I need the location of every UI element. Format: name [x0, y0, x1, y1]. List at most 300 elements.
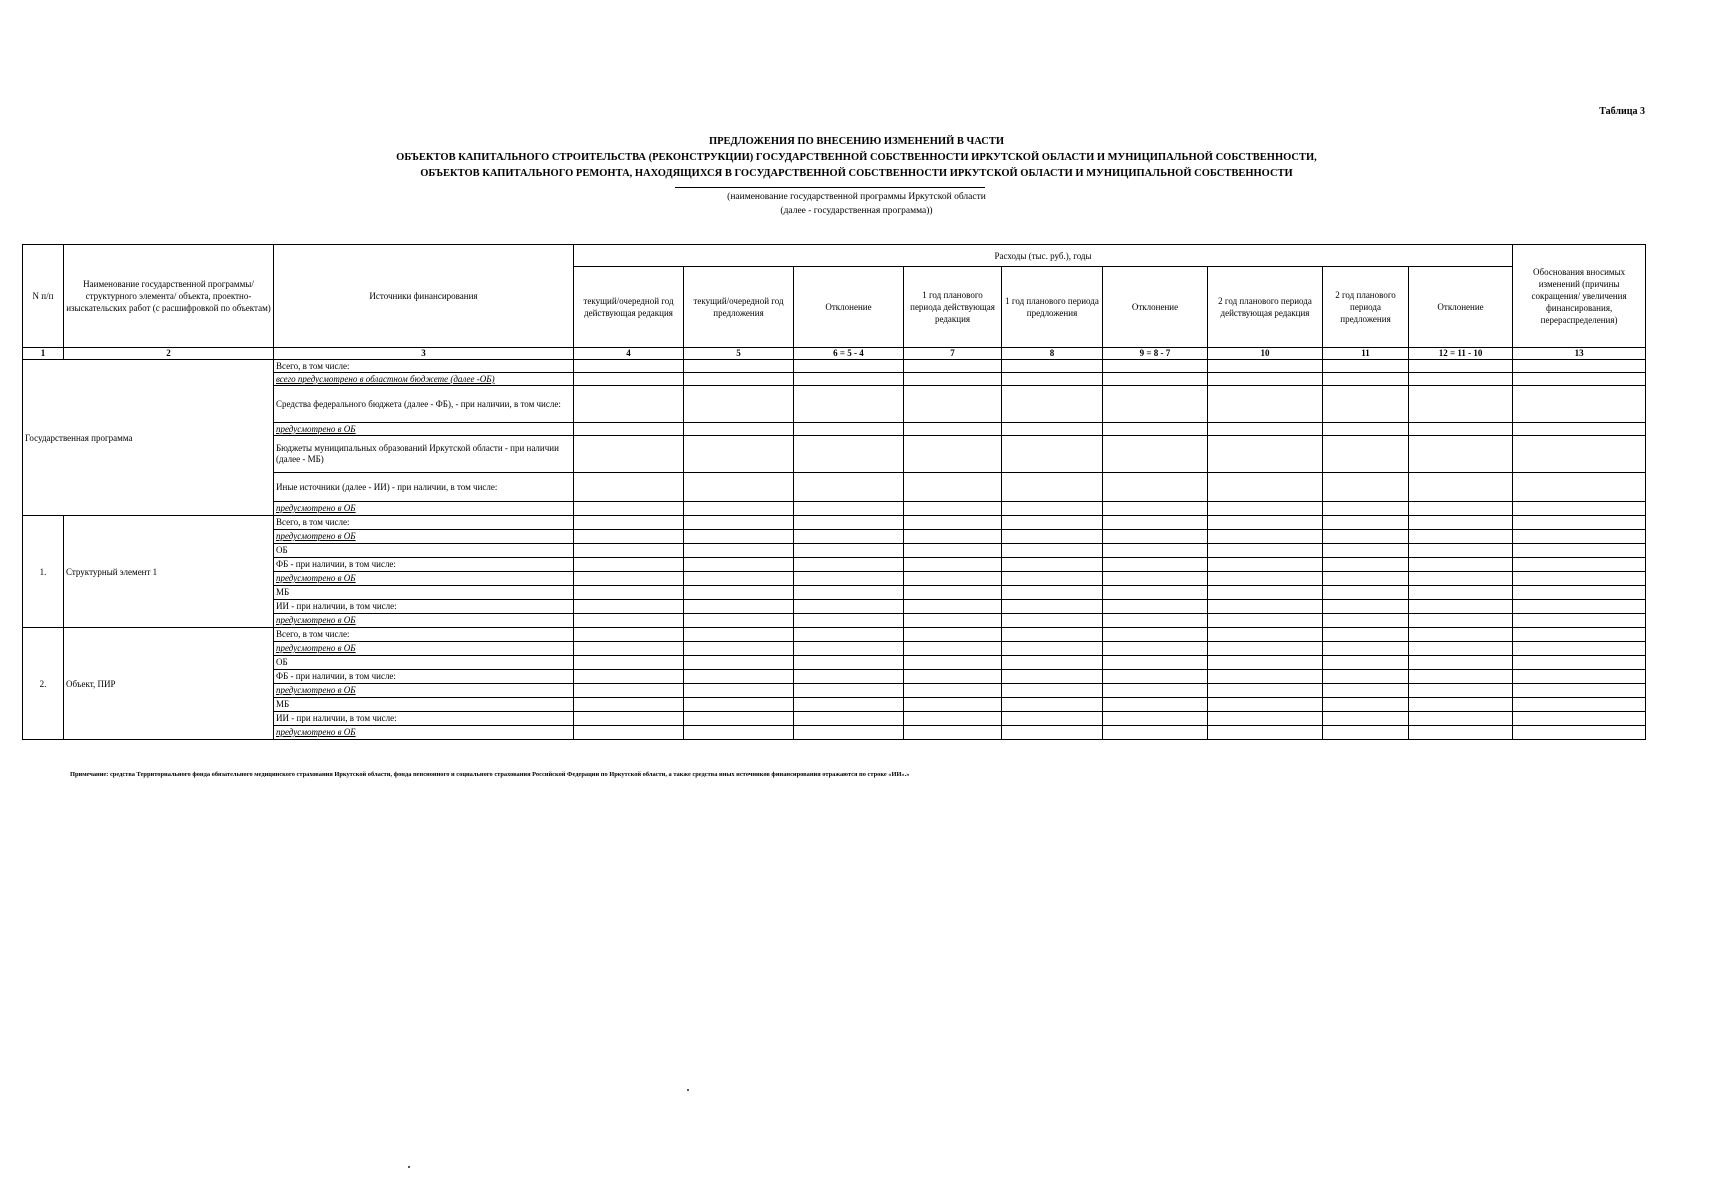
value-cell [1208, 642, 1323, 656]
funding-source: предусмотрено в ОБ [274, 502, 574, 516]
value-cell [1103, 360, 1208, 373]
value-cell [794, 726, 904, 740]
value-cell [1409, 614, 1513, 628]
subtitle-line: (далее - государственная программа)) [780, 206, 933, 216]
value-cell [904, 684, 1002, 698]
value-cell [1323, 600, 1409, 614]
column-number: 5 [684, 348, 794, 360]
value-cell [794, 642, 904, 656]
proposals-table [22, 244, 1646, 740]
value-cell [1208, 530, 1323, 544]
value-cell [574, 516, 684, 530]
value-cell [684, 642, 794, 656]
value-cell [904, 586, 1002, 600]
value-cell [1103, 530, 1208, 544]
value-cell [1409, 642, 1513, 656]
value-cell [1323, 572, 1409, 586]
value-cell [574, 436, 684, 473]
value-cell [1002, 656, 1103, 670]
value-cell [1103, 436, 1208, 473]
funding-source: предусмотрено в ОБ [274, 642, 574, 656]
value-cell [1208, 544, 1323, 558]
value-cell [794, 360, 904, 373]
value-cell [1409, 670, 1513, 684]
value-cell [574, 726, 684, 740]
value-cell [574, 712, 684, 726]
funding-source: ФБ - при наличии, в том числе: [274, 558, 574, 572]
value-cell [1513, 436, 1646, 473]
value-cell [1409, 698, 1513, 712]
value-cell [1103, 614, 1208, 628]
value-cell [684, 558, 794, 572]
value-cell [1323, 698, 1409, 712]
value-cell [1323, 360, 1409, 373]
value-cell [1208, 473, 1323, 502]
value-cell [1208, 726, 1323, 740]
value-cell [1323, 684, 1409, 698]
value-cell [1513, 684, 1646, 698]
value-cell [1409, 373, 1513, 386]
title-line: ОБЪЕКТОВ КАПИТАЛЬНОГО РЕМОНТА, НАХОДЯЩИХСЯ В ГОСУДАРСТВЕННОЙ СОБСТВЕННОСТИ ИРКУТСКОЙ ОБЛАСТИ И МУНИЦИПАЛЬНОЙ СОБСТВЕННОСТИ [420, 168, 1293, 179]
value-cell [794, 373, 904, 386]
value-cell [1208, 386, 1323, 423]
value-cell [1002, 628, 1103, 642]
value-cell [794, 600, 904, 614]
value-cell [1323, 642, 1409, 656]
column-numbers-row [23, 348, 1646, 360]
value-cell [1409, 436, 1513, 473]
document-title [0, 134, 1713, 182]
funding-source: ОБ [274, 656, 574, 670]
value-cell [684, 656, 794, 670]
value-cell [1513, 530, 1646, 544]
value-cell [794, 530, 904, 544]
value-cell [1002, 360, 1103, 373]
value-cell [1323, 386, 1409, 423]
value-cell [1208, 360, 1323, 373]
value-cell [1513, 572, 1646, 586]
funding-source: предусмотрено в ОБ [274, 530, 574, 544]
value-cell [1323, 502, 1409, 516]
value-cell [684, 544, 794, 558]
value-cell [574, 586, 684, 600]
title-line: ОБЪЕКТОВ КАПИТАЛЬНОГО СТРОИТЕЛЬСТВА (РЕКОНСТРУКЦИИ) ГОСУДАРСТВЕННОЙ СОБСТВЕННОСТИ ИРКУТСКОЙ ОБЛАСТИ И МУНИЦИПАЛЬНОЙ СОБСТВЕННОСТИ, [396, 152, 1317, 163]
group-label: Структурный элемент 1 [64, 516, 274, 628]
column-number: 11 [1323, 348, 1409, 360]
value-cell [904, 360, 1002, 373]
table-row [23, 360, 1646, 373]
value-cell [1323, 373, 1409, 386]
value-cell [684, 698, 794, 712]
program-name-blank-line [675, 187, 985, 188]
value-cell [684, 712, 794, 726]
table-row [23, 628, 1646, 642]
value-cell [1002, 572, 1103, 586]
value-cell [684, 572, 794, 586]
value-cell [1513, 386, 1646, 423]
value-cell [1513, 726, 1646, 740]
column-number: 7 [904, 348, 1002, 360]
value-cell [904, 386, 1002, 423]
value-cell [574, 373, 684, 386]
funding-source: всего предусмотрено в областном бюджете (далее -ОБ) [274, 373, 574, 386]
value-cell [1103, 712, 1208, 726]
value-cell [1513, 373, 1646, 386]
scan-speck [687, 1089, 689, 1091]
value-cell [1002, 670, 1103, 684]
value-cell [1409, 530, 1513, 544]
value-cell [1323, 436, 1409, 473]
value-cell [1323, 544, 1409, 558]
value-cell [794, 656, 904, 670]
value-cell [1513, 614, 1646, 628]
value-cell [794, 628, 904, 642]
value-cell [1103, 642, 1208, 656]
column-number: 12 = 11 - 10 [1409, 348, 1513, 360]
funding-source: ФБ - при наличии, в том числе: [274, 670, 574, 684]
value-cell [574, 628, 684, 642]
value-cell [684, 586, 794, 600]
value-cell [574, 360, 684, 373]
funding-source: предусмотрено в ОБ [274, 726, 574, 740]
value-cell [1513, 670, 1646, 684]
funding-source: предусмотрено в ОБ [274, 572, 574, 586]
value-cell [1002, 698, 1103, 712]
funding-source: предусмотрено в ОБ [274, 684, 574, 698]
value-cell [1002, 516, 1103, 530]
value-cell [684, 600, 794, 614]
value-cell [1513, 656, 1646, 670]
value-cell [1409, 516, 1513, 530]
header-col-5: текущий/очередной год предложения [684, 267, 794, 348]
value-cell [1513, 628, 1646, 642]
value-cell [574, 572, 684, 586]
value-cell [904, 473, 1002, 502]
value-cell [1409, 558, 1513, 572]
value-cell [574, 698, 684, 712]
value-cell [1208, 502, 1323, 516]
value-cell [574, 600, 684, 614]
value-cell [1409, 360, 1513, 373]
value-cell [1103, 423, 1208, 436]
value-cell [1103, 373, 1208, 386]
value-cell [1323, 586, 1409, 600]
value-cell [904, 558, 1002, 572]
value-cell [794, 544, 904, 558]
value-cell [1409, 386, 1513, 423]
value-cell [1002, 544, 1103, 558]
value-cell [574, 386, 684, 423]
header-col-12: Отклонение [1409, 267, 1513, 348]
table-label: Таблица 3 [1599, 106, 1645, 117]
value-cell [1409, 656, 1513, 670]
column-number: 8 [1002, 348, 1103, 360]
value-cell [1208, 586, 1323, 600]
value-cell [1002, 386, 1103, 423]
value-cell [1002, 373, 1103, 386]
value-cell [1323, 530, 1409, 544]
value-cell [904, 712, 1002, 726]
funding-source: ИИ - при наличии, в том числе: [274, 712, 574, 726]
group-label: Государственная программа [23, 360, 274, 516]
value-cell [574, 656, 684, 670]
value-cell [1409, 600, 1513, 614]
value-cell [904, 516, 1002, 530]
value-cell [794, 586, 904, 600]
value-cell [684, 628, 794, 642]
value-cell [1409, 502, 1513, 516]
value-cell [1103, 558, 1208, 572]
row-number: 2. [23, 628, 64, 740]
value-cell [904, 656, 1002, 670]
table-body [23, 360, 1646, 740]
value-cell [904, 642, 1002, 656]
value-cell [904, 423, 1002, 436]
value-cell [1002, 726, 1103, 740]
value-cell [794, 684, 904, 698]
document-subtitle [0, 190, 1713, 218]
value-cell [1513, 558, 1646, 572]
value-cell [904, 628, 1002, 642]
funding-source: предусмотрено в ОБ [274, 614, 574, 628]
value-cell [1323, 558, 1409, 572]
value-cell [904, 530, 1002, 544]
value-cell [1208, 712, 1323, 726]
value-cell [1323, 516, 1409, 530]
value-cell [574, 642, 684, 656]
value-cell [684, 530, 794, 544]
value-cell [1323, 423, 1409, 436]
column-number: 1 [23, 348, 64, 360]
value-cell [1002, 436, 1103, 473]
value-cell [1323, 712, 1409, 726]
value-cell [574, 558, 684, 572]
funding-source: ОБ [274, 544, 574, 558]
value-cell [1409, 423, 1513, 436]
header-justification: Обоснования вносимых изменений (причины сокращения/ увеличения финансирования, перераспределения) [1513, 245, 1646, 348]
value-cell [794, 698, 904, 712]
value-cell [1409, 628, 1513, 642]
value-cell [1103, 600, 1208, 614]
value-cell [1323, 614, 1409, 628]
value-cell [1002, 684, 1103, 698]
value-cell [684, 473, 794, 502]
value-cell [684, 684, 794, 698]
row-number: 1. [23, 516, 64, 628]
value-cell [1103, 516, 1208, 530]
column-number: 9 = 8 - 7 [1103, 348, 1208, 360]
value-cell [1208, 684, 1323, 698]
value-cell [1002, 614, 1103, 628]
value-cell [1103, 684, 1208, 698]
value-cell [1002, 600, 1103, 614]
header-col-8: 1 год планового периода предложения [1002, 267, 1103, 348]
funding-source: Средства федерального бюджета (далее - ФБ), - при наличии, в том числе: [274, 386, 574, 423]
value-cell [1208, 600, 1323, 614]
footnote: Примечание: средства Территориального фонда обязательного медицинского страхования Иркутской области, фонда пенсионного и социального страхования Российской Федерации по Иркутской области, а также средства иных источников финансирования отражаются по строке «ИИ».» [70, 771, 910, 778]
value-cell [1208, 516, 1323, 530]
value-cell [1103, 386, 1208, 423]
table-row [23, 516, 1646, 530]
value-cell [684, 360, 794, 373]
value-cell [1002, 642, 1103, 656]
value-cell [1002, 586, 1103, 600]
header-col-6: Отклонение [794, 267, 904, 348]
value-cell [1323, 473, 1409, 502]
value-cell [1002, 473, 1103, 502]
value-cell [1208, 373, 1323, 386]
header-col-11: 2 год планового периода предложения [1323, 267, 1409, 348]
value-cell [684, 423, 794, 436]
value-cell [1208, 698, 1323, 712]
title-line: ПРЕДЛОЖЕНИЯ ПО ВНЕСЕНИЮ ИЗМЕНЕНИЙ В ЧАСТИ [708, 136, 1005, 147]
header-npp: N п/п [23, 245, 64, 348]
value-cell [904, 572, 1002, 586]
value-cell [1103, 628, 1208, 642]
value-cell [794, 436, 904, 473]
value-cell [574, 423, 684, 436]
value-cell [1409, 544, 1513, 558]
funding-source: Иные источники (далее - ИИ) - при наличии, в том числе: [274, 473, 574, 502]
value-cell [1208, 614, 1323, 628]
value-cell [794, 473, 904, 502]
value-cell [1002, 558, 1103, 572]
value-cell [794, 423, 904, 436]
value-cell [574, 502, 684, 516]
value-cell [1208, 628, 1323, 642]
value-cell [1103, 726, 1208, 740]
value-cell [1103, 572, 1208, 586]
value-cell [794, 558, 904, 572]
value-cell [904, 502, 1002, 516]
value-cell [1513, 712, 1646, 726]
value-cell [1208, 670, 1323, 684]
header-col-4: текущий/очередной год действующая редакция [574, 267, 684, 348]
funding-source: предусмотрено в ОБ [274, 423, 574, 436]
value-cell [1513, 502, 1646, 516]
column-number: 3 [274, 348, 574, 360]
value-cell [684, 502, 794, 516]
value-cell [574, 473, 684, 502]
value-cell [1323, 670, 1409, 684]
value-cell [1513, 698, 1646, 712]
value-cell [1002, 502, 1103, 516]
value-cell [684, 436, 794, 473]
value-cell [794, 516, 904, 530]
value-cell [1409, 586, 1513, 600]
value-cell [904, 698, 1002, 712]
header-col-9: Отклонение [1103, 267, 1208, 348]
value-cell [1513, 360, 1646, 373]
value-cell [1409, 473, 1513, 502]
value-cell [1409, 712, 1513, 726]
value-cell [1513, 473, 1646, 502]
value-cell [1103, 698, 1208, 712]
funding-source: Всего, в том числе: [274, 360, 574, 373]
value-cell [794, 670, 904, 684]
funding-source: МБ [274, 586, 574, 600]
header-name: Наименование государственной программы/ структурного элемента/ объекта, проектно-изыскательских работ (с расшифровкой по объектам) [64, 245, 274, 348]
value-cell [1323, 628, 1409, 642]
value-cell [1002, 712, 1103, 726]
column-number: 2 [64, 348, 274, 360]
value-cell [1513, 642, 1646, 656]
value-cell [1323, 656, 1409, 670]
value-cell [574, 530, 684, 544]
value-cell [904, 373, 1002, 386]
value-cell [1103, 473, 1208, 502]
value-cell [684, 726, 794, 740]
value-cell [1103, 502, 1208, 516]
value-cell [794, 502, 904, 516]
group-label: Объект, ПИР [64, 628, 274, 740]
value-cell [904, 670, 1002, 684]
funding-source: Бюджеты муниципальных образований Иркутской области - при наличии (далее - МБ) [274, 436, 574, 473]
column-number: 10 [1208, 348, 1323, 360]
funding-source: Всего, в том числе: [274, 628, 574, 642]
value-cell [574, 684, 684, 698]
value-cell [794, 712, 904, 726]
value-cell [684, 670, 794, 684]
value-cell [794, 614, 904, 628]
value-cell [1103, 544, 1208, 558]
value-cell [1002, 530, 1103, 544]
value-cell [684, 386, 794, 423]
value-cell [904, 600, 1002, 614]
value-cell [574, 544, 684, 558]
value-cell [574, 614, 684, 628]
value-cell [684, 614, 794, 628]
value-cell [904, 614, 1002, 628]
value-cell [1513, 516, 1646, 530]
value-cell [1208, 656, 1323, 670]
header-col-7: 1 год планового периода действующая редакция [904, 267, 1002, 348]
header-col-10: 2 год планового периода действующая редакция [1208, 267, 1323, 348]
value-cell [1513, 600, 1646, 614]
value-cell [1323, 726, 1409, 740]
value-cell [904, 544, 1002, 558]
value-cell [1208, 423, 1323, 436]
value-cell [1208, 572, 1323, 586]
value-cell [574, 670, 684, 684]
value-cell [684, 516, 794, 530]
value-cell [684, 373, 794, 386]
value-cell [1103, 586, 1208, 600]
funding-source: Всего, в том числе: [274, 516, 574, 530]
value-cell [904, 436, 1002, 473]
value-cell [1208, 558, 1323, 572]
value-cell [794, 386, 904, 423]
value-cell [1103, 656, 1208, 670]
column-number: 13 [1513, 348, 1646, 360]
value-cell [904, 726, 1002, 740]
header-expenses: Расходы (тыс. руб.), годы [574, 245, 1513, 267]
value-cell [1103, 670, 1208, 684]
value-cell [1513, 423, 1646, 436]
value-cell [1513, 586, 1646, 600]
subtitle-line: (наименование государственной программы Иркутской области [727, 192, 986, 202]
scan-speck [408, 1166, 410, 1168]
value-cell [1513, 544, 1646, 558]
funding-source: МБ [274, 698, 574, 712]
value-cell [1002, 423, 1103, 436]
column-number: 6 = 5 - 4 [794, 348, 904, 360]
value-cell [1409, 726, 1513, 740]
value-cell [1208, 436, 1323, 473]
value-cell [794, 572, 904, 586]
value-cell [1409, 684, 1513, 698]
funding-source: ИИ - при наличии, в том числе: [274, 600, 574, 614]
